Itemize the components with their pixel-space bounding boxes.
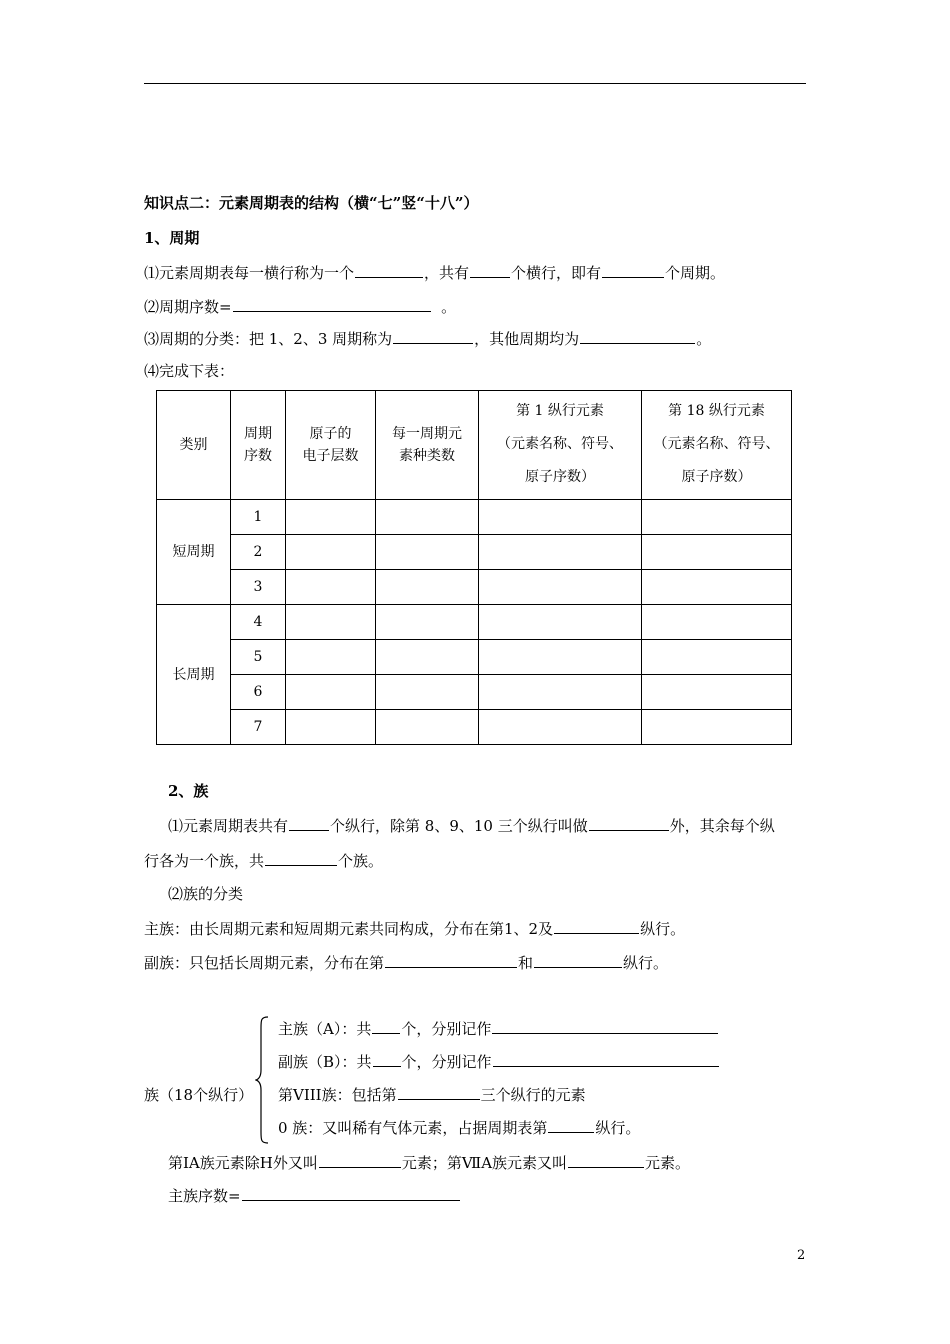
brace-item-sub: 副族（B）：共 个，分别记作 <box>278 1051 720 1072</box>
answer-blank[interactable] <box>589 815 669 831</box>
answer-cell[interactable] <box>376 570 479 605</box>
header-rule <box>144 83 806 84</box>
answer-blank[interactable] <box>534 952 622 968</box>
period-line-2: ⑵周期序数= 。 <box>144 298 457 316</box>
period-number: 4 <box>231 605 286 640</box>
page-number: 2 <box>797 1248 806 1263</box>
answer-cell[interactable] <box>376 500 479 535</box>
period-number: 5 <box>231 640 286 675</box>
answer-cell[interactable] <box>642 605 792 640</box>
answer-blank[interactable] <box>554 918 639 934</box>
period-line-1: ⑴元素周期表每一横行称为一个 ，共有 个横行，即有 个周期。 <box>144 264 726 282</box>
header-element-count <box>376 391 479 500</box>
period-line-4: ⑷完成下表： <box>144 362 235 380</box>
answer-cell[interactable] <box>286 500 376 535</box>
answer-cell[interactable] <box>286 570 376 605</box>
table-row <box>157 500 792 535</box>
header-text: 每一周期元 素种类数 <box>392 426 462 464</box>
period-table <box>156 390 792 745</box>
answer-cell[interactable] <box>479 535 642 570</box>
answer-blank[interactable] <box>385 952 517 968</box>
group-line-3: ⑵族的分类 <box>168 885 244 903</box>
brace-item-viii: 第VIII族：包括第 三个纵行的元素 <box>278 1086 586 1104</box>
answer-blank[interactable] <box>398 1084 480 1100</box>
answer-cell[interactable] <box>286 710 376 745</box>
answer-cell[interactable] <box>479 640 642 675</box>
answer-cell[interactable] <box>642 675 792 710</box>
long-period-label: 长周期 <box>157 605 231 745</box>
answer-cell[interactable] <box>286 675 376 710</box>
answer-cell[interactable] <box>286 640 376 675</box>
answer-blank[interactable] <box>568 1152 644 1168</box>
answer-cell[interactable] <box>376 675 479 710</box>
group-title: 2、族 <box>168 782 209 800</box>
sub-group-line: 副族：只包括长周期元素，分布在第 和 纵行。 <box>144 954 669 972</box>
ia-viia-line: 第ⅠA族元素除H外又叫 元素；第ⅦA族元素又叫 元素。 <box>168 1154 691 1172</box>
answer-blank[interactable] <box>372 1018 400 1034</box>
header-category <box>157 391 231 500</box>
period-number: 7 <box>231 710 286 745</box>
header-text: 周期 序数 <box>244 426 272 464</box>
curly-brace-icon <box>255 1016 269 1144</box>
short-period-label: 短周期 <box>157 500 231 605</box>
answer-cell[interactable] <box>642 710 792 745</box>
period-line-3: ⑶周期的分类：把 1、2、3 周期称为 ，其他周期均为 。 <box>144 330 712 348</box>
answer-cell[interactable] <box>642 535 792 570</box>
header-text: 类别 <box>179 437 208 453</box>
header-text: 第 1 纵行元素 （元素名称、符号、 原子序数） <box>497 403 623 485</box>
answer-cell[interactable] <box>376 640 479 675</box>
table-row <box>157 605 792 640</box>
period-number: 2 <box>231 535 286 570</box>
answer-blank[interactable] <box>470 262 510 278</box>
answer-blank[interactable] <box>373 1051 401 1067</box>
header-text: 第 18 纵行元素 （元素名称、符号、 原子序数） <box>653 403 780 485</box>
brace-label: 族（18个纵行） <box>144 1086 254 1104</box>
answer-cell[interactable] <box>479 675 642 710</box>
section-heading: 知识点二：元素周期表的结构（横“七”竖“十八”） <box>144 194 479 212</box>
answer-cell[interactable] <box>642 500 792 535</box>
header-column-18 <box>642 391 792 500</box>
period-number: 1 <box>231 500 286 535</box>
main-group-seq-line: 主族序数= <box>168 1185 461 1206</box>
table-row <box>157 710 792 745</box>
answer-blank[interactable] <box>493 1051 719 1067</box>
answer-cell[interactable] <box>376 605 479 640</box>
answer-blank[interactable] <box>548 1117 594 1133</box>
answer-blank[interactable] <box>265 850 337 866</box>
answer-cell[interactable] <box>642 570 792 605</box>
table-row <box>157 675 792 710</box>
answer-blank[interactable] <box>393 328 473 344</box>
answer-cell[interactable] <box>479 570 642 605</box>
main-group-line: 主族：由长周期元素和短周期元素共同构成，分布在第1、2及 纵行。 <box>144 920 686 938</box>
answer-blank[interactable] <box>319 1152 401 1168</box>
table-row <box>157 535 792 570</box>
header-period-number <box>231 391 286 500</box>
answer-cell[interactable] <box>286 535 376 570</box>
header-electron-shells <box>286 391 376 500</box>
table-row <box>157 640 792 675</box>
period-number: 3 <box>231 570 286 605</box>
header-column-1 <box>479 391 642 500</box>
period-title: 1、周期 <box>144 229 200 247</box>
answer-blank[interactable] <box>355 262 423 278</box>
answer-blank[interactable] <box>242 1185 460 1201</box>
period-number: 6 <box>231 675 286 710</box>
brace-item-zero: 0 族：又叫稀有气体元素，占据周期表第 纵行。 <box>278 1119 641 1137</box>
answer-cell[interactable] <box>479 500 642 535</box>
group-line-2: 行各为一个族，共 个族。 <box>144 852 384 870</box>
answer-cell[interactable] <box>286 605 376 640</box>
answer-blank[interactable] <box>233 296 431 312</box>
answer-blank[interactable] <box>580 328 695 344</box>
table-header-row <box>157 391 792 500</box>
header-text: 原子的 电子层数 <box>302 426 359 464</box>
answer-cell[interactable] <box>376 710 479 745</box>
answer-cell[interactable] <box>479 710 642 745</box>
answer-cell[interactable] <box>479 605 642 640</box>
answer-blank[interactable] <box>602 262 664 278</box>
brace-item-main: 主族（A）：共 个，分别记作 <box>278 1018 719 1039</box>
answer-blank[interactable] <box>289 815 329 831</box>
table-row <box>157 570 792 605</box>
answer-blank[interactable] <box>492 1018 718 1034</box>
answer-cell[interactable] <box>642 640 792 675</box>
answer-cell[interactable] <box>376 535 479 570</box>
group-line-1: ⑴元素周期表共有 个纵行，除第 8、9、10 三个纵行叫做 外，其余每个纵 <box>168 817 775 835</box>
